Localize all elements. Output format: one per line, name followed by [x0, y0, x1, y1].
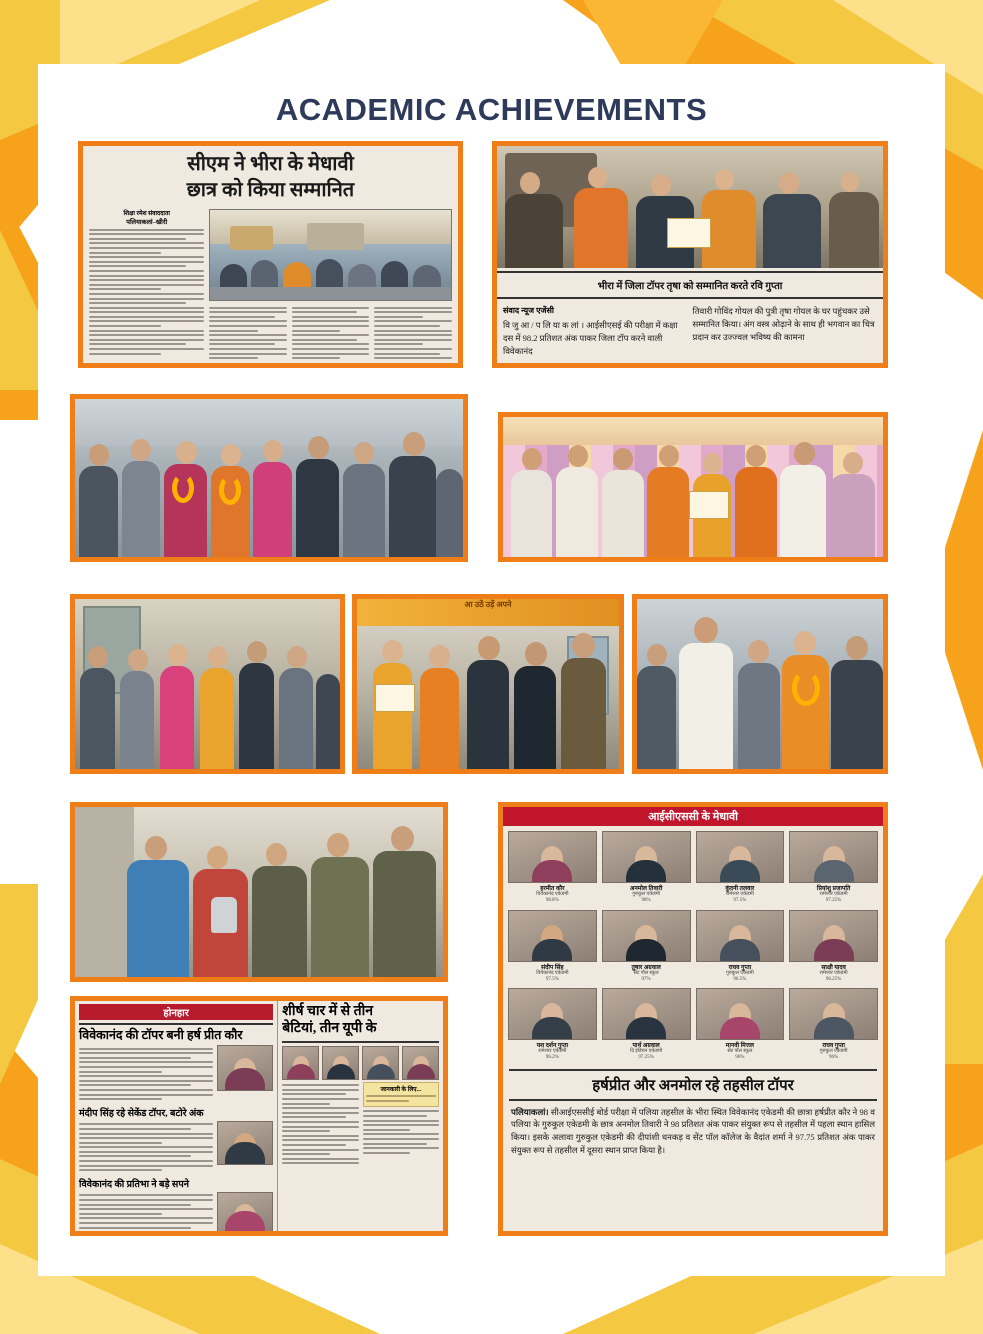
topper-score: 97.25% — [638, 1055, 654, 1061]
clip1-subhead: पलियाकलां–खीरी — [126, 219, 168, 226]
toppers-board-title: आईसीएससी के मेधावी — [503, 807, 883, 826]
clipping-cm-honours-bhira-student — [78, 141, 463, 368]
clip2-column-2 — [693, 305, 878, 357]
photo-police-felicitation — [75, 807, 443, 977]
clipping-police-felicitation-photo — [70, 802, 448, 982]
topper-photo — [602, 988, 691, 1040]
icse-dateline: पलियाकलां। — [511, 1106, 549, 1117]
topper-score: 96.5% — [733, 976, 747, 982]
photo-school-corridor — [75, 599, 340, 769]
topper-cell — [508, 988, 597, 1062]
topper-score: 97.5% — [733, 898, 747, 904]
clip2-byline: संवाद न्यूज एजेंसी — [503, 306, 554, 315]
topper-name: तुषार अग्रवाल — [631, 964, 661, 971]
clip1-text-column-1 — [89, 209, 204, 362]
topper-name: राघव गुप्ता — [822, 1043, 845, 1049]
clipping-certificate-handover-photo — [352, 594, 624, 774]
photo-group-felicitation — [75, 399, 463, 557]
topper-cell — [696, 910, 785, 984]
topper-school: रामेश्वर एकेडमी — [819, 970, 848, 976]
topper-school: गुरुकुल एकेडमी — [819, 1049, 848, 1054]
toppers-grid — [503, 826, 883, 1067]
clip1-headline-line2: छात्र को किया सम्मानित — [186, 179, 355, 201]
topper-cell — [602, 988, 691, 1062]
topper-photo — [789, 831, 878, 883]
topper-score: 96.2% — [545, 1055, 559, 1061]
photo-banner-text: आ उठें उड़ें अपने — [357, 599, 619, 626]
topper-school: गुरुकुल एकेडमी — [725, 970, 754, 976]
topper-school: रामेश्वर एकेडमी — [538, 1049, 567, 1054]
clip1-dateline: शिक्षा रमेश संवाददाता — [123, 211, 170, 217]
clip-bottom-sub2: विवेकानंद की प्रतिभा ने बड़े सपने — [79, 1179, 190, 1190]
clipping-bhira-district-topper — [492, 141, 888, 368]
clip2-body-2: तिवारी गोविंद गोयल की पुत्री तृषा गोयल के घर पहुंचकर उसे सम्मानित किया। अंग वस्त्र ओढ़ाने के साथ ही भगवान का चित्र प्रदान कर उज्ज्वल भविष्य की कामना — [692, 306, 875, 342]
topper-school: सेंट पॉल स्कूल — [633, 970, 659, 976]
topper-cell — [602, 831, 691, 905]
clip-bottom-sub1: मंदीप सिंह रहे सेकेंड टॉपर, बटोरे अंक — [79, 1108, 204, 1119]
topper-name: संदीप सिंह — [541, 964, 564, 971]
topper-cell — [789, 910, 878, 984]
topper-score: 97.25% — [825, 898, 842, 904]
icse-body: सीआईएससीई बोर्ड परीक्षा में पलिया तहसील के भीरा स्थित विवेकानंद एकेडमी की छात्रा हर्षप्रीत कौर ने 98 व पलिया के गुरुकुल एकेडमी के छात्र अनमोल तिवारी ने 98 प्रतिशत अंक पाकर संयुक्त रूप से तहसील में पहला स्थान हासिल किया। इसके अलावा गुरुकुल एकेडमी की दीपांशी धनकड़ व सेंट पॉल कॉलेज के वैदांत शर्मा ने 97.75 प्रतिशत अंक पाकर संयुक्त रूप से तहसील में दूसरा स्थान प्राप्त किया है। — [511, 1106, 876, 1155]
topper-photo — [508, 988, 597, 1040]
icse-caption: हर्षप्रीत और अनमोल रहे तहसील टॉपर — [592, 1077, 794, 1094]
topper-photo — [508, 831, 597, 883]
topper-cell — [508, 910, 597, 984]
topper-score: 96% — [735, 1055, 745, 1061]
clip-bottom-right-note: जानकारी के लिए... — [380, 1086, 422, 1093]
clip-bottom-right-headline-1: शीर्ष चार में से तीन — [282, 1004, 373, 1019]
clipping-group-felicitation-photo — [70, 394, 468, 562]
topper-photo — [696, 910, 785, 962]
clipping-icse-toppers-board — [498, 802, 888, 1236]
page-title: ACADEMIC ACHIEVEMENTS — [275, 92, 708, 127]
topper-school: सेंट पॉल स्कूल — [727, 1049, 753, 1054]
topper-school: रामेश्वर एकेडमी — [725, 892, 754, 897]
masthead-honhaar: होनहार — [79, 1004, 273, 1020]
clip-bottom-headline: विवेकानंद की टॉपर बनी हर्ष प्रीत कौर — [79, 1028, 243, 1042]
photo-stage-certificate — [503, 417, 883, 557]
topper-school: विवेकानंद एकेडमी — [536, 970, 569, 976]
topper-cell — [602, 910, 691, 984]
topper-cell — [508, 831, 597, 905]
clip2-photo — [497, 146, 883, 268]
topper-school: दि इंडियन एकेडमी — [630, 1049, 663, 1054]
topper-score: 97.5% — [545, 976, 559, 982]
topper-name: यश दर्शन गुप्ता — [536, 1043, 569, 1049]
topper-cell — [696, 831, 785, 905]
clip2-column-1 — [503, 305, 688, 357]
topper-score: 97% — [641, 976, 651, 982]
clipping-garland-honour-photo — [632, 594, 888, 774]
clip1-photo-and-text — [209, 209, 452, 362]
topper-name: मानवी मित्तल — [725, 1043, 754, 1049]
topper-photo — [602, 910, 691, 962]
topper-cell — [696, 988, 785, 1062]
topper-name: प्रियांशु प्रजापति — [816, 886, 851, 892]
topper-name: पार्थ अग्रवाल — [632, 1043, 660, 1049]
topper-score: 96% — [829, 1055, 839, 1061]
clip2-body-1: वि जु आ / प लि या क लां । आईसीएसई की परीक्षा में कक्षा दस में 98.2 प्रतिशत अंक पाकर जिला टॉप करने वाली विवेकानंद — [503, 320, 678, 356]
topper-school: विवेकानंद एकेडमी — [536, 892, 569, 897]
photo-certificate-handover — [357, 599, 619, 769]
clip2-caption: भीरा में जिला टॉपर तृषा को सम्मानित करते रवि गुप्ता — [597, 281, 783, 292]
topper-cell — [789, 988, 878, 1062]
topper-score: 96.25% — [825, 976, 842, 982]
topper-school: रामेश्वर एकेडमी — [819, 892, 848, 897]
topper-name: अनमोल तिवारी — [629, 886, 663, 892]
clip1-photo — [209, 209, 452, 301]
topper-photo — [602, 831, 691, 883]
topper-cell — [789, 831, 878, 905]
topper-photo — [696, 831, 785, 883]
clip1-headline-line1: सीएम ने भीरा के मेधावी — [187, 153, 354, 175]
clipping-stage-certificate-photo — [498, 412, 888, 562]
topper-name: हरमीत कौर — [540, 886, 565, 892]
clip-bottom-right-headline-2: बेटियां, तीन यूपी के — [282, 1020, 377, 1036]
topper-name: साक्षी यादव — [821, 964, 846, 971]
topper-score: 98.8% — [545, 898, 559, 904]
topper-photo — [508, 910, 597, 962]
topper-school: गुरुकुल एकेडमी — [632, 892, 661, 897]
topper-photo — [789, 988, 878, 1040]
clipping-vivekananda-topper-harshpreet — [70, 996, 448, 1236]
topper-score: 98% — [641, 898, 651, 904]
topper-photo — [696, 988, 785, 1040]
clipping-school-corridor-photo — [70, 594, 345, 774]
topper-photo — [789, 910, 878, 962]
photo-garland-honour — [637, 599, 883, 769]
topper-name: राघव गुप्ता — [728, 964, 752, 971]
topper-name: कुंदनी तलवार — [725, 886, 755, 892]
